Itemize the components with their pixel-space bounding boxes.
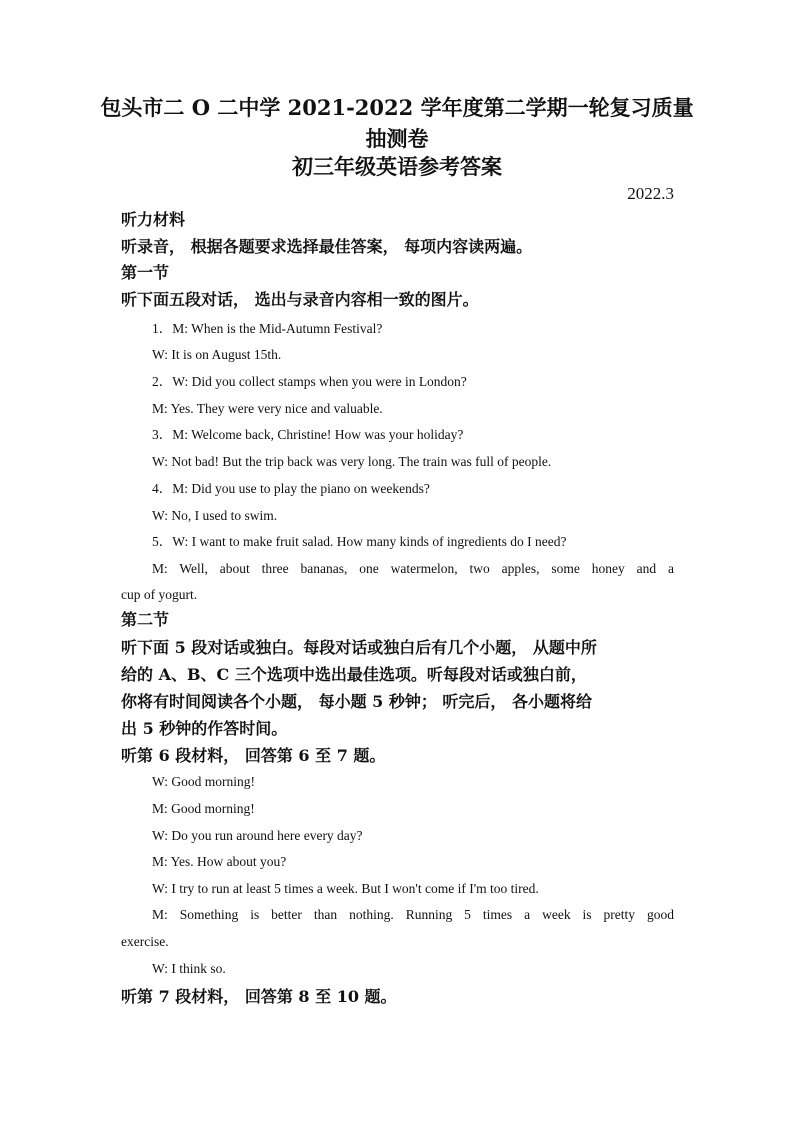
part2-title: 第二节 xyxy=(121,610,170,629)
part2-instruction-line: 你将有时间阅读各个小题， 每小题 5 秒钟； 听完后， 各小题将给 xyxy=(121,692,592,711)
part2-instruction-line: 出 5 秒钟的作答时间。 xyxy=(121,719,288,738)
dialogue-line: W: Do you run around here every day? xyxy=(152,828,363,843)
document-date: 2022.3 xyxy=(627,184,674,203)
part2-instruction-line: 给的 A、B、C 三个选项中选出最佳选项。听每段对话或独白前， xyxy=(121,665,587,684)
dialogue-line: M: Yes. How about you? xyxy=(152,854,287,869)
part1-instruction: 听下面五段对话， 选出与录音内容相一致的图片。 xyxy=(121,290,479,309)
document-title-line-2: 抽测卷 xyxy=(365,126,429,151)
dialogue-line: M: Good morning! xyxy=(152,801,255,816)
dialogue-line: W: Not bad! But the trip back was very long. The train was full of people. xyxy=(152,454,552,469)
dialogue-line: M: Something is better than nothing. Running 5 times a week is pretty good xyxy=(152,907,674,922)
listening-title: 听力材料 xyxy=(121,210,186,229)
dialogue-line-continued: cup of yogurt. xyxy=(121,587,198,602)
question-7-heading: 听第 7 段材料， 回答第 8 至 10 题。 xyxy=(121,987,397,1006)
dialogue-line: 2．W: Did you collect stamps when you were in London? xyxy=(152,374,467,389)
dialogue-line: 1．M: When is the Mid-Autumn Festival? xyxy=(152,321,383,336)
part1-title: 第一节 xyxy=(121,263,170,282)
dialogue-line: 5．W: I want to make fruit salad. How many kinds of ingredients do I need? xyxy=(152,534,567,549)
part2-instruction-line: 听下面 5 段对话或独白。每段对话或独白后有几个小题， 从题中所 xyxy=(121,638,597,657)
dialogue-line: M: Yes. They were very nice and valuable. xyxy=(152,401,383,416)
dialogue-line: W: Good morning! xyxy=(152,774,255,789)
dialogue-line: 3．M: Welcome back, Christine! How was your holiday? xyxy=(152,427,464,442)
dialogue-line: W: It is on August 15th. xyxy=(152,347,282,362)
document-title-line-1: 包头市二 O 二中学 2021-2022 学年度第二学期一轮复习质量 xyxy=(100,95,694,120)
dialogue-line: W: I think so. xyxy=(152,961,226,976)
dialogue-line-continued: exercise. xyxy=(121,934,169,949)
question-6-heading: 听第 6 段材料， 回答第 6 至 7 题。 xyxy=(121,746,386,765)
document-subtitle: 初三年级英语参考答案 xyxy=(292,154,502,179)
listening-instruction: 听录音， 根据各题要求选择最佳答案， 每项内容读两遍。 xyxy=(121,237,533,256)
dialogue-line: W: No, I used to swim. xyxy=(152,508,278,523)
dialogue-line: W: I try to run at least 5 times a week. But I won't come if I'm too tired. xyxy=(152,881,539,896)
dialogue-line: 4．M: Did you use to play the piano on weekends? xyxy=(152,481,430,496)
dialogue-line: M: Well, about three bananas, one watermelon, two apples, some honey and a xyxy=(152,561,674,576)
